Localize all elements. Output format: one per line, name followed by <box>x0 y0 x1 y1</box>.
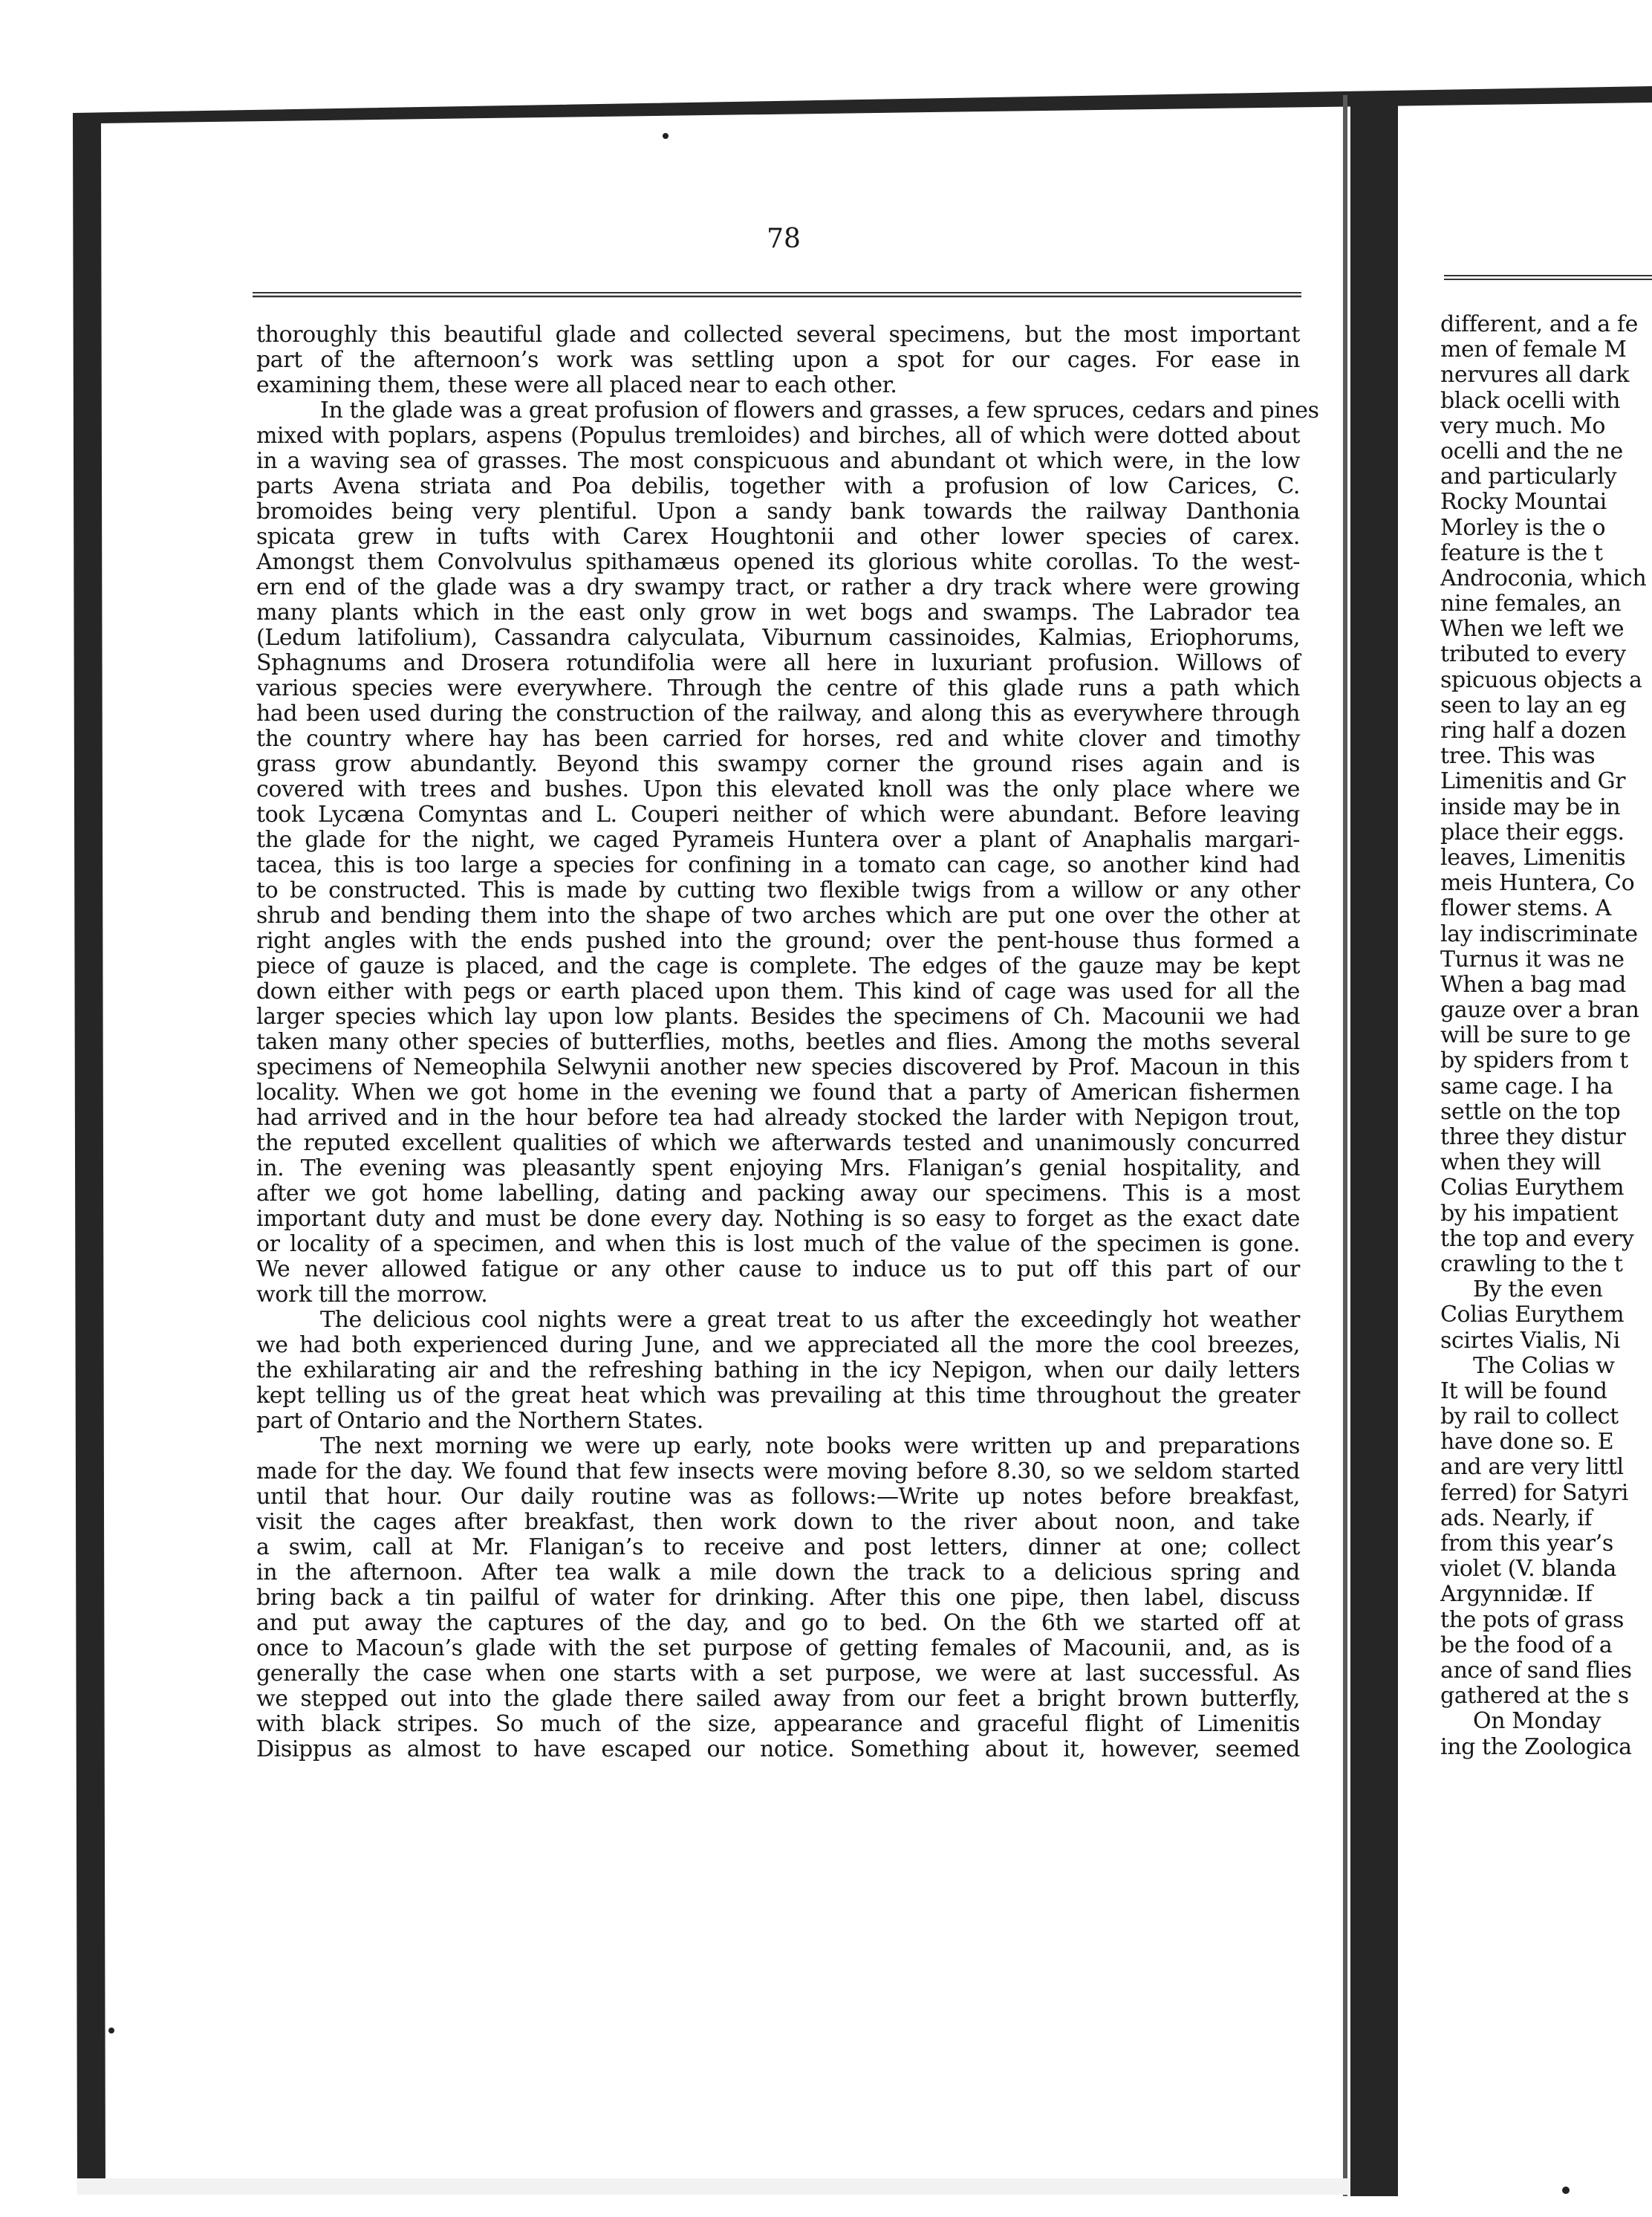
text-line: the reputed excellent qualities of which we afterwards tested and unanimously concurred <box>256 1130 1300 1156</box>
text-line: By the even <box>1473 1276 1603 1303</box>
text-line: the exhilarating air and the refreshing bathing in the icy Nepigon, when our daily letters <box>256 1357 1300 1383</box>
text-line: When a bag mad <box>1440 971 1626 998</box>
text-line: taken many other species of butterflies, moths, beetles and flies. Among the moths several <box>256 1029 1300 1055</box>
text-line: parts Avena striata and Poa debilis, together with a profusion of low Carices, C. <box>256 473 1300 499</box>
text-line: after we got home labelling, dating and packing away our specimens. This is a most <box>256 1181 1300 1207</box>
text-line: inside may be in <box>1440 793 1621 820</box>
text-line: covered with trees and bushes. Upon this elevated knoll was the only place where we <box>256 776 1300 802</box>
text-line: work till the morrow. <box>256 1282 488 1308</box>
page-number: 78 <box>767 224 801 254</box>
text-line: and particularly <box>1440 464 1617 490</box>
text-line: Sphagnums and Drosera rotundifolia were all here in luxuriant profusion. Willows of <box>256 650 1300 676</box>
text-line: kept telling us of the great heat which was prevailing at this time throughout the greater <box>256 1383 1300 1409</box>
text-line: It will be found <box>1440 1377 1607 1404</box>
text-line: same cage. I ha <box>1440 1073 1613 1100</box>
text-line: Morley is the o <box>1440 514 1606 541</box>
text-line: flower stems. A <box>1440 895 1611 922</box>
text-line: gathered at the s <box>1440 1683 1629 1710</box>
text-line: crawling to the t <box>1440 1250 1623 1277</box>
text-line: and put away the captures of the day, and go to bed. On the 6th we started off at <box>256 1610 1300 1636</box>
text-line: by his impatient <box>1440 1200 1619 1227</box>
text-line: thoroughly this beautiful glade and collected several specimens, but the most important <box>256 322 1300 348</box>
text-line: Limenitis and Gr <box>1440 768 1626 795</box>
text-line: Colias Eurythem <box>1440 1175 1625 1201</box>
text-line: or locality of a specimen, and when this is lost much of the value of the specimen is gone. <box>256 1231 1300 1257</box>
text-line: nine females, an <box>1440 591 1622 617</box>
text-line: place their eggs. <box>1440 819 1625 845</box>
text-line: by spiders from t <box>1440 1048 1628 1074</box>
text-line: ferred) for Satyri <box>1440 1479 1628 1506</box>
text-line: by rail to collect <box>1440 1403 1619 1430</box>
text-line: be the food of a <box>1440 1632 1613 1658</box>
text-line: grass grow abundantly. Beyond this swampy corner the ground rises again and is <box>256 751 1300 777</box>
text-line: In the glade was a great profusion of flowers and grasses, a few spruces, cedars and pines <box>320 397 1319 423</box>
text-line: men of female M <box>1440 337 1627 363</box>
left-page-text-column <box>256 322 1319 1762</box>
text-line: right angles with the ends pushed into the ground; over the pent-house thus formed a <box>256 928 1300 954</box>
text-line: had been used during the construction of the railway, and along this as everywhere through <box>256 701 1300 727</box>
right-page-text-column <box>1440 312 1652 1760</box>
text-line: specimens of Nemeophila Selwynii another new species discovered by Prof. Macoun in this <box>256 1054 1300 1080</box>
text-line: ern end of the glade was a dry swampy tract, or rather a dry track where were growing <box>256 574 1300 600</box>
text-line: settle on the top <box>1440 1098 1621 1125</box>
text-line: nervures all dark <box>1440 362 1630 389</box>
text-line: in a waving sea of grasses. The most conspicuous and abundant ot which were, in the low <box>256 448 1300 474</box>
text-line: we stepped out into the glade there sailed away from our feet a bright brown butterfly, <box>256 1686 1300 1712</box>
text-line: various species were everywhere. Through the centre of this glade runs a path which <box>256 675 1300 701</box>
text-line: the pots of grass <box>1440 1606 1625 1633</box>
text-line: made for the day. We found that few insects were moving before 8.30, so we seldom started <box>256 1458 1300 1484</box>
text-line: the country where hay has been carried for horses, red and white clover and timothy <box>256 726 1300 752</box>
text-line: seen to lay an eg <box>1440 692 1627 718</box>
text-line: had arrived and in the hour before tea had already stocked the larder with Nepigon trout, <box>256 1105 1300 1131</box>
text-line: scirtes Vialis, Ni <box>1440 1327 1620 1354</box>
text-line: we had both experienced during June, and we appreciated all the more the cool breezes, <box>256 1332 1300 1358</box>
text-line: lay indiscriminate <box>1440 921 1638 947</box>
text-line: part of the afternoon’s work was settling upon a spot for our cages. For ease in <box>256 347 1300 373</box>
text-line: Amongst them Convolvulus spithamæus opened its glorious white corollas. To the west- <box>256 549 1300 575</box>
text-line: to be constructed. This is made by cutting two flexible twigs from a willow or any other <box>256 877 1300 903</box>
text-line: feature is the t <box>1440 539 1603 566</box>
text-line: part of Ontario and the Northern States. <box>256 1408 703 1434</box>
text-line: examining them, these were all placed near to each other. <box>256 372 897 398</box>
text-line: Argynnidæ. If <box>1440 1581 1593 1608</box>
text-line: When we left we <box>1440 616 1625 643</box>
text-line: ads. Nearly, if <box>1440 1504 1593 1531</box>
text-line: the top and every <box>1440 1225 1634 1252</box>
text-line: Disippus as almost to have escaped our notice. Something about it, however, seemed <box>256 1736 1300 1762</box>
text-line: Androconia, which <box>1440 565 1647 591</box>
text-line: three they distur <box>1440 1124 1626 1150</box>
text-line: in. The evening was pleasantly spent enjoying Mrs. Flanigan’s genial hospitality, and <box>256 1155 1300 1181</box>
text-line: spicuous objects a <box>1440 666 1642 693</box>
text-line: meis Huntera, Co <box>1440 870 1635 897</box>
text-line: until that hour. Our daily routine was as follows:—Write up notes before breakfast, <box>256 1484 1300 1510</box>
text-line: On Monday <box>1473 1708 1601 1735</box>
text-line: We never allowed fatigue or any other cause to induce us to put off this part of our <box>256 1256 1300 1282</box>
text-line: the glade for the night, we caged Pyrameis Huntera over a plant of Anaphalis margari- <box>256 827 1300 853</box>
text-line: different, and a fe <box>1440 312 1638 337</box>
text-line: many plants which in the east only grow in wet bogs and swamps. The Labrador tea <box>256 600 1300 626</box>
text-line: with black stripes. So much of the size, appearance and graceful flight of Limenitis <box>256 1711 1300 1737</box>
text-line: ance of sand flies <box>1440 1657 1632 1684</box>
text-line: mixed with poplars, aspens (Populus tremloides) and birches, all of which were dotted about <box>256 423 1300 449</box>
text-line: violet (V. blanda <box>1440 1556 1617 1583</box>
text-line: tree. This was <box>1440 743 1596 770</box>
text-line: down either with pegs or earth placed upon them. This kind of cage was used for all the <box>256 978 1300 1004</box>
text-line: The next morning we were up early, note books were written up and preparations <box>320 1433 1300 1459</box>
text-line: ring half a dozen <box>1440 718 1627 744</box>
text-line: spicata grew in tufts with Carex Houghtonii and other lower species of carex. <box>256 524 1300 550</box>
text-line: tributed to every <box>1440 641 1626 668</box>
text-line: have done so. E <box>1440 1429 1614 1455</box>
text-line: from this year’s <box>1440 1531 1613 1557</box>
text-line: in the afternoon. After tea walk a mile down the track to a delicious spring and <box>256 1559 1300 1585</box>
text-line: Turnus it was ne <box>1440 946 1625 973</box>
text-line: (Ledum latifolium), Cassandra calyculata, Viburnum cassinoides, Kalmias, Eriophorums, <box>256 625 1300 651</box>
text-line: larger species which lay upon low plants. Besides the specimens of Ch. Macounii we had <box>256 1004 1300 1030</box>
text-line: took Lycæna Comyntas and L. Couperi neither of which were abundant. Before leaving <box>256 802 1300 828</box>
text-line: black ocelli with <box>1440 387 1620 414</box>
text-line: generally the case when one starts with a set purpose, we were at last successful. As <box>256 1661 1300 1687</box>
text-line: locality. When we got home in the evening we found that a party of American fishermen <box>256 1080 1300 1106</box>
text-line: once to Macoun’s glade with the set purpose of getting females of Macounii, and, as is <box>256 1635 1300 1661</box>
text-line: shrub and bending them into the shape of two arches which are put one over the other at <box>256 903 1300 929</box>
text-line: piece of gauze is placed, and the cage is complete. The edges of the gauze may be kept <box>256 953 1300 979</box>
text-line: The Colias w <box>1473 1352 1615 1379</box>
text-line: and are very littl <box>1440 1454 1624 1481</box>
text-line: will be sure to ge <box>1440 1022 1631 1049</box>
text-line: important duty and must be done every day. Nothing is so easy to forget as the exact date <box>256 1206 1300 1232</box>
text-line: The delicious cool nights were a great treat to us after the exceedingly hot weather <box>320 1307 1300 1333</box>
text-line: tacea, this is too large a species for confining in a tomato can cage, so another kind had <box>256 852 1300 878</box>
text-line: gauze over a bran <box>1440 997 1639 1024</box>
text-line: very much. Mo <box>1440 412 1606 439</box>
text-line: bring back a tin pailful of water for drinking. After this one pipe, then label, discuss <box>256 1585 1300 1611</box>
text-line: ing the Zoologica <box>1440 1733 1632 1760</box>
text-line: bromoides being very plentiful. Upon a sandy bank towards the railway Danthonia <box>256 499 1300 525</box>
text-line: leaves, Limenitis <box>1440 844 1626 871</box>
text-line: Rocky Mountai <box>1440 489 1607 516</box>
text-line: ocelli and the ne <box>1440 438 1623 464</box>
text-line: when they will <box>1440 1149 1601 1176</box>
text-line: a swim, call at Mr. Flanigan’s to receive and post letters, dinner at one; collect <box>256 1534 1300 1560</box>
text-line: Colias Eurythem <box>1440 1302 1625 1328</box>
text-line: visit the cages after breakfast, then work down to the river about noon, and take <box>256 1509 1300 1535</box>
